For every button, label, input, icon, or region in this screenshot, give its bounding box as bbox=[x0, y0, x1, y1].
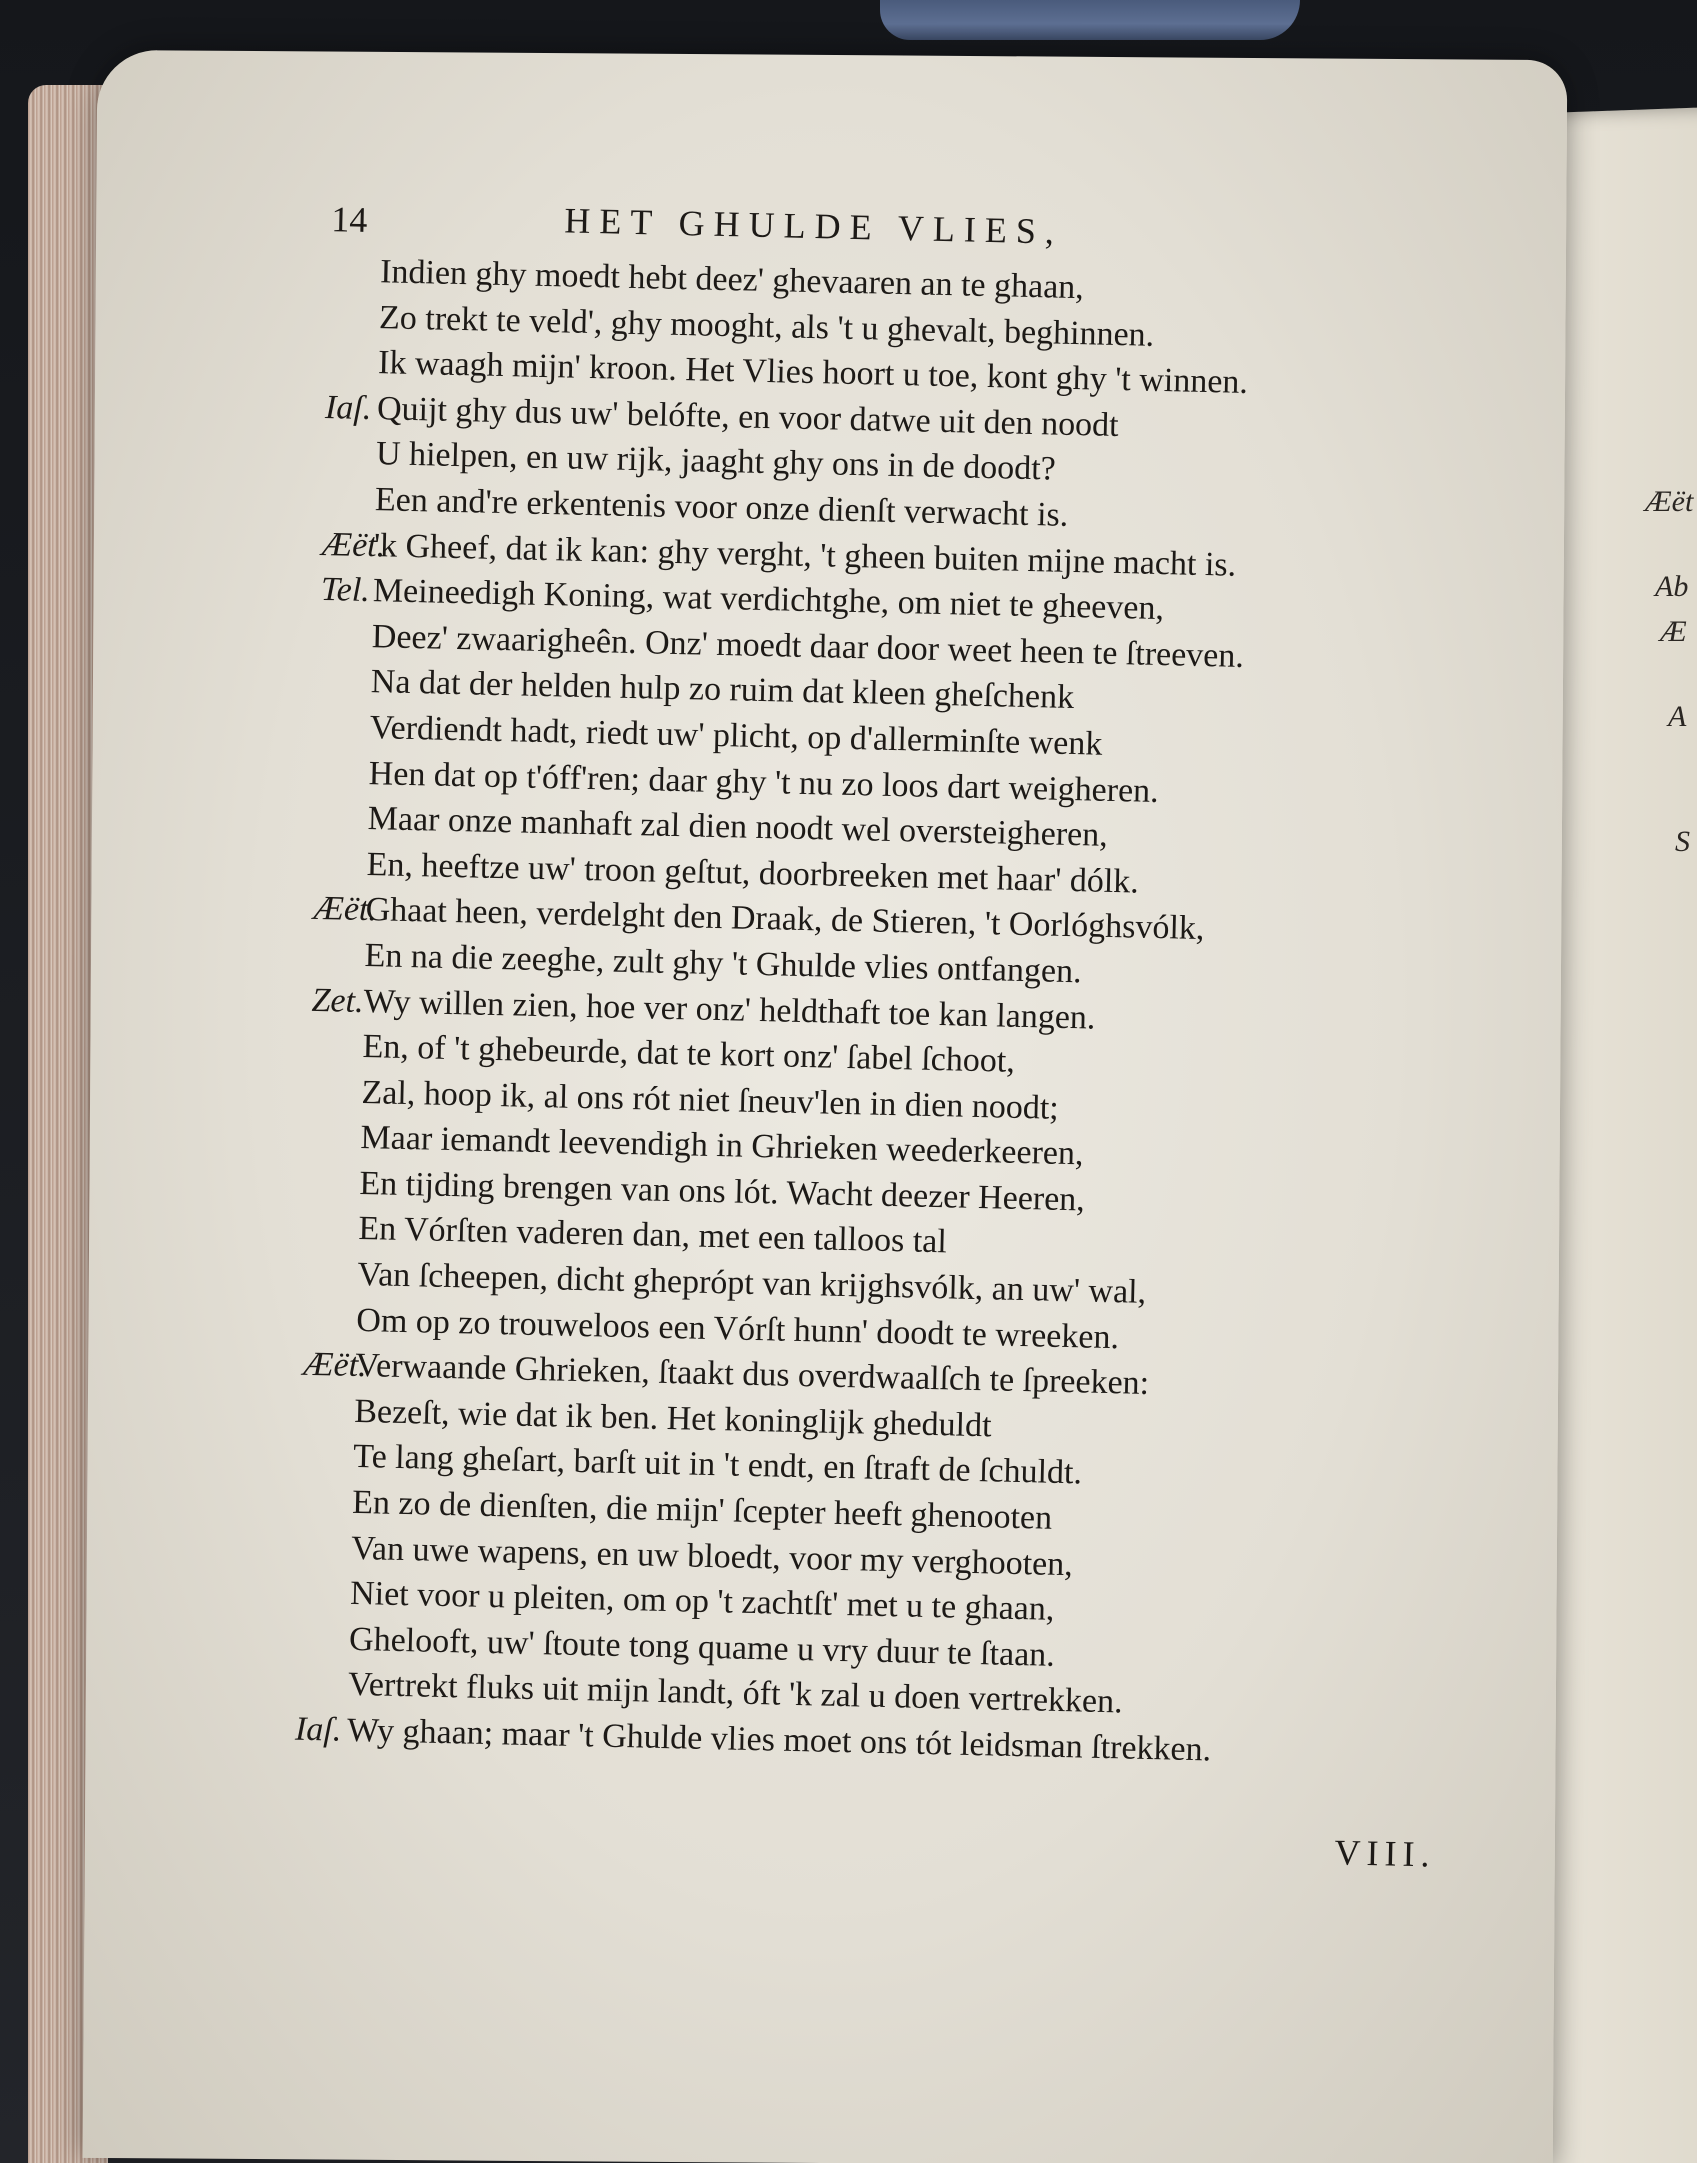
verse-text: Wy willen zien, hoe ver onz' heldthaft toe kan langen. bbox=[363, 982, 1096, 1037]
verse-text: Hen dat op t'óff'ren; daar ghy 't nu zo loos dart weigheren. bbox=[368, 754, 1160, 810]
speaker-label: Æët. bbox=[313, 890, 378, 929]
speaker-label: Æët. bbox=[302, 1345, 368, 1385]
verse-text: Ghaat heen, verdelght den Draak, de Stieren, 't Oorlóghsvólk, bbox=[365, 891, 1205, 948]
verse-text: Niet voor u pleiten, om op 't zachtſt' met u te ghaan, bbox=[349, 1575, 1055, 1629]
running-head-title: HET GHULDE VLIES, bbox=[563, 200, 1064, 252]
verse-text: Van uwe wapens, en uw bloedt, voor my verghooten, bbox=[350, 1529, 1074, 1583]
verse-text: Een and're erkentenis voor onze dienſt verwacht is. bbox=[374, 481, 1069, 534]
verse-text: Zo trekt te veld', ghy mooght, als 't u ghevalt, beghinnen. bbox=[378, 298, 1155, 354]
verse-text: Zal, hoop ik, al ons rót niet ſneuv'len in dien noodt; bbox=[361, 1073, 1060, 1127]
verse-text: Om op zo trouweloos een Vórſt hunn' doodt te wreeken. bbox=[355, 1301, 1120, 1356]
verse-text: Indien ghy moedt hebt deez' ghevaaren an te ghaan, bbox=[379, 253, 1085, 307]
verse-text: 'k Gheef, dat ik kan: ghy verght, 't gheen buiten mijne macht is. bbox=[373, 526, 1237, 584]
verse-text: Vertrekt fluks uit mijn landt, óft 'k zal u doen vertrekken. bbox=[347, 1666, 1124, 1721]
verse-lines bbox=[205, 246, 1539, 1780]
speaker-label: Iaſ. bbox=[324, 388, 372, 427]
verse-text: En Vórſten vaderen dan, met een talloos tal bbox=[358, 1210, 948, 1261]
verse-text: Ik waagh mijn' kroon. Het Vlies hoort u toe, kont ghy 't winnen. bbox=[377, 344, 1249, 402]
verse-text: Meineedigh Koning, wat verdichtghe, om niet te gheeven, bbox=[372, 572, 1165, 628]
catchword: VIII. bbox=[1334, 1832, 1436, 1875]
verse-text: Maar iemandt leevendigh in Ghrieken weederkeeren, bbox=[360, 1119, 1084, 1173]
verse-text: Deez' zwaarigheên. Onz' moedt daar door weet heen te ſtreeven. bbox=[371, 617, 1245, 675]
verse-text: Quijt ghy dus uw' belófte, en voor datwe uit den noodt bbox=[376, 389, 1120, 444]
facing-page-fragment: A bbox=[1668, 700, 1687, 733]
verse-text: Maar onze manhaft zal dien noodt wel oversteigheren, bbox=[367, 800, 1109, 854]
verse-text: U hielpen, en uw rijk, jaaght ghy ons in de doodt? bbox=[375, 435, 1057, 488]
verse-text: En tijding brengen van ons lót. Wacht deezer Heeren, bbox=[359, 1164, 1086, 1219]
verse-text: Bezeſt, wie dat ik ben. Het koninglijk gheduldt bbox=[353, 1392, 992, 1445]
verse-text: Van ſcheepen, dicht gheprópt van krijghsvólk, an uw' wal, bbox=[357, 1256, 1147, 1311]
facing-page-fragment: Æët bbox=[1645, 485, 1694, 518]
verse-text: En zo de dienſten, die mijn' ſcepter heeft ghenooten bbox=[351, 1483, 1053, 1537]
verse-text: Na dat der helden hulp zo ruim dat kleen gheſchenk bbox=[370, 663, 1075, 717]
verse-text: En na die zeeghe, zult ghy 't Ghulde vlies ontfangen. bbox=[364, 936, 1082, 991]
verse-text: En, heeftze uw' troon geſtut, doorbreeken met haar' dólk. bbox=[366, 845, 1140, 901]
facing-page-fragment: Æ bbox=[1660, 615, 1687, 648]
verse-text: Ghelooft, uw' ſtoute tong quame u vry duur te ſtaan. bbox=[348, 1620, 1056, 1674]
verse-text: Verdiendt hadt, riedt uw' plicht, op d'allerminſte wenk bbox=[369, 709, 1103, 763]
speaker-label: Zet. bbox=[311, 981, 365, 1020]
verse-text: En, of 't ghebeurde, dat te kort onz' ſabel ſchoot, bbox=[362, 1028, 1016, 1080]
verse-text: Te lang gheſart, barſt uit in 't endt, en ſtraft de ſchuldt. bbox=[352, 1438, 1083, 1492]
page-text-block bbox=[205, 190, 1540, 1875]
facing-page-fragment: S bbox=[1675, 825, 1690, 858]
page-number: 14 bbox=[330, 199, 368, 240]
verse-text: Verwaande Ghrieken, ſtaakt dus overdwaalſch te ſpreeken: bbox=[354, 1347, 1150, 1403]
speaker-label: Æët. bbox=[321, 525, 386, 564]
verse-text: Wy ghaan; maar 't Ghulde vlies moet ons tót leidsman ſtrekken. bbox=[346, 1711, 1212, 1769]
cloth-background bbox=[880, 0, 1300, 40]
facing-page-fragment: Ab bbox=[1655, 570, 1689, 603]
speaker-label: Iaſ. bbox=[294, 1710, 342, 1749]
speaker-label: Tel. bbox=[320, 571, 371, 610]
